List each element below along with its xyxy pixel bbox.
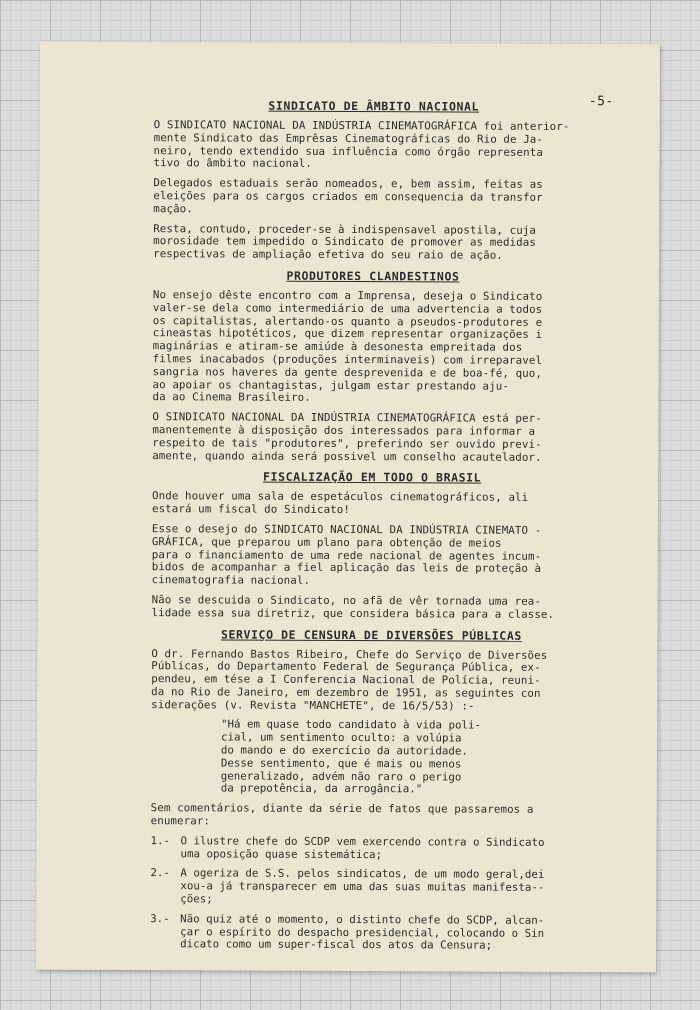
section-ambito-nacional (153, 98, 594, 263)
document-page (36, 42, 660, 973)
paragraph: O SINDICATO NACIONAL DA INDÚSTRIA CINEMATOGRÁFICA foi anterior- mente Sindicato das Emprêsas Cinematográficas do Rio de Ja- neiro, tendo extendido sua influência como órgão representa tivo do âmbito nacional. (153, 118, 570, 171)
page-number: -5- (588, 94, 614, 110)
list-item (150, 835, 590, 863)
paragraph: Resta, contudo, proceder-se à indispensavel apostila, cuja morosidade tem impedido o Sindicato de promover as medidas respectivas de ampliação efetiva do seu raio de ação. (153, 221, 537, 262)
list-item-number: 3.- (150, 911, 170, 926)
document-body (150, 98, 594, 960)
section-produtores-clandestinos (152, 268, 593, 464)
paragraph: O SINDICATO NACIONAL DA INDÚSTRIA CINEMATOGRÁFICA está per- manentemente à disposição dos interessados para informar a respeito de tais "produtores", preferindo ser ouvido previ- amente, quando ainda será possivel um conselho acautelador. (152, 410, 542, 464)
section-heading: PRODUTORES CLANDESTINOS (286, 268, 460, 284)
paragraph: O dr. Fernando Bastos Ribeiro, Chefe do Serviço de Diversões Públicas, do Departamento Federal de Segurança Pública, ex- pendeu, em tése a I Conferencia Nacional de Polícia, reuni- da no Rio de Janeiro, em dezembro de 1951, as seguintes con siderações (v. Revista "MANCHETE", de 16/5/53) :- (151, 646, 548, 713)
list-item-number: 1.- (150, 834, 171, 848)
list-item (150, 868, 590, 908)
list-item-number: 2.- (150, 866, 170, 880)
section-heading: SERVIÇO DE CENSURA DE DIVERSÕES PÚBLICAS (220, 626, 522, 643)
section-heading: FISCALIZAÇÃO EM TODO O BRASIL (263, 469, 482, 485)
section-fiscalizacao (152, 469, 593, 621)
block-quote: "Há em quase todo candidato à vida poli- cial, um sentimento oculto: a volúpia do mando e do exercício da autoridade. Desse sentimento, que é mais ou menos generalizado, advém não raro o perigo da prepotência, da arrogância." (220, 717, 482, 796)
list-item (150, 913, 590, 953)
section-heading: SINDICATO DE ÂMBITO NACIONAL (268, 98, 480, 114)
paragraph: Onde houver uma sala de espetáculos cinematográficos, ali estará um fiscal do Sindicato! (151, 489, 529, 517)
list-item-text: O ilustre chefe do SCDP vem exercendo contra o Sindicato uma oposição quase sistemática; (180, 834, 545, 861)
section-servico-censura (150, 627, 591, 954)
paragraph: No ensejo dêste encontro com a Imprensa, deseja o Sindicato valer-se dela como intermediário de uma advertencia a todos os capitalistas, alertando-os quanto a pseudos-produtores e cineastas hipotéticos, que dizem representar organizações i maginárias e atiram-se amiúde à desonesta empreitada dos filmes inacabados (produções interminaveis) com irreparavel sangria nos haveres da gente desprevenida e de boa-fé, quo, ao apoiar os chantagistas, julgam estar prestando aju- da ao Cinema Brasileiro. (152, 288, 543, 405)
paragraph: Esse o desejo do SINDICATO NACIONAL DA INDÚSTRIA CINEMATO - GRÁFICA, que preparou um plano para obtenção de meios para o financiamento de uma rede nacional de agentes incum- bidos de acompanhar a fiel aplicação das leis de proteção à cinematografia nacional. (151, 522, 542, 587)
list-item-text: Não quiz até o momento, o distinto chefe do SCDP, alcan- çar o espírito do despacho presidencial, colocando o Sin dicato como um super-fiscal dos atos da Censura; (180, 912, 545, 953)
paragraph: Sem comentários, diante da série de fatos que passaremos a enumerar: (150, 801, 534, 828)
list-item-text: A ogeriza de S.S. pelos sindicatos, de um modo geral,dei xou-a já transparecer em uma das suas muitas manifesta-- ções; (180, 866, 545, 906)
paragraph: Delegados estaduais serão nomeados, e, bem assim, feitas as eleições para os cargos criados em consequencia da transfor mação. (153, 176, 543, 216)
paragraph: Não se descuida o Sindicato, no afã de vêr tornada uma rea- lidade essa sua diretriz, que considera básica para a classe. (151, 593, 555, 621)
